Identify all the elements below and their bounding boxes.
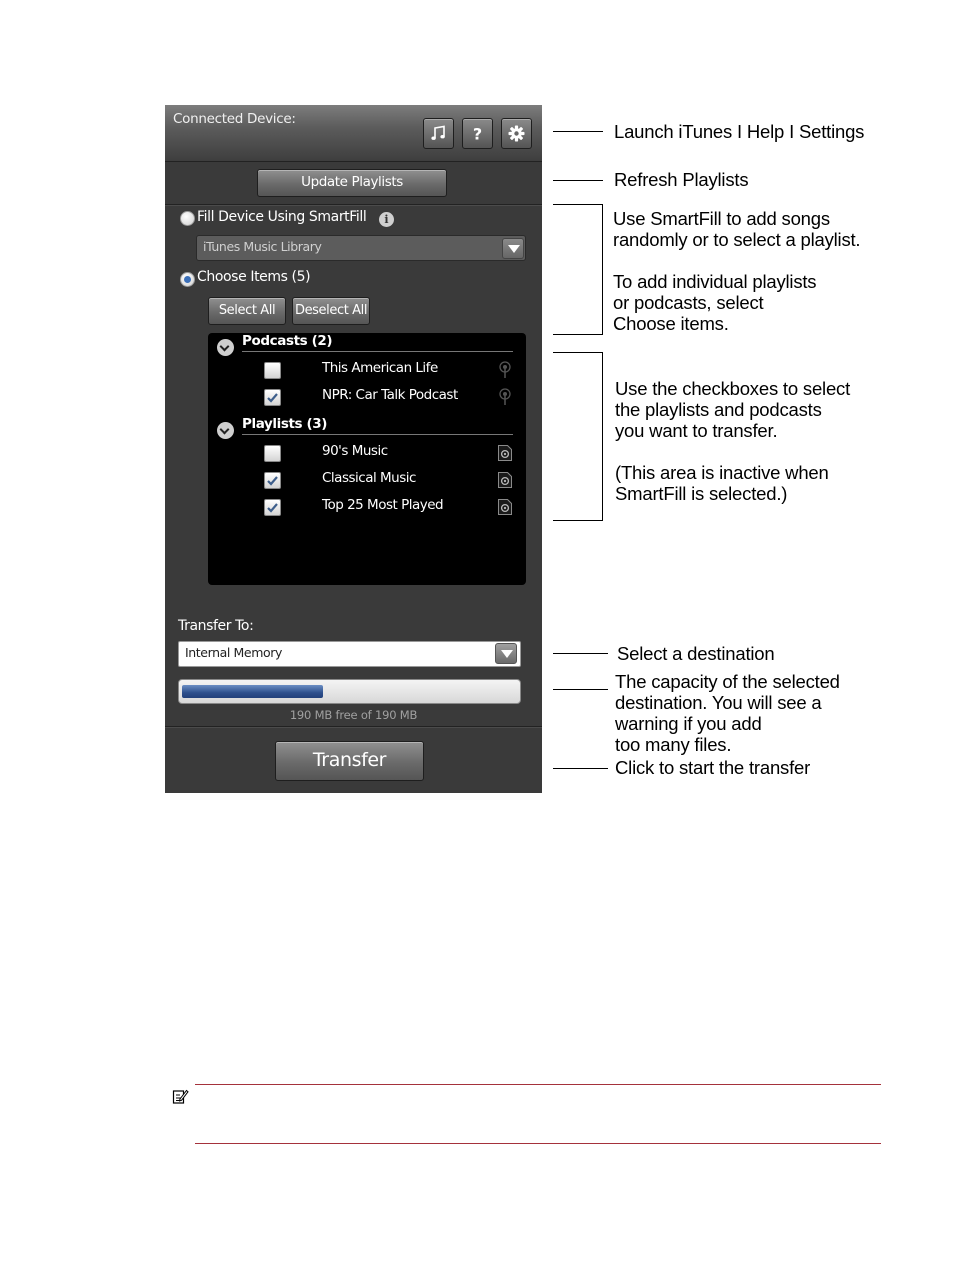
callout-leader	[553, 689, 608, 690]
note-top-rule	[195, 1084, 881, 1085]
launch-itunes-button[interactable]	[423, 118, 454, 149]
item-90s-music: 90's Music	[322, 443, 388, 459]
callout-bracket	[553, 334, 603, 335]
separator	[165, 204, 542, 206]
choose-items-label: Choose Items (5)	[197, 269, 311, 285]
playlist-file-icon	[497, 471, 513, 489]
playlist-file-icon	[497, 444, 513, 462]
transfer-button[interactable]: Transfer	[275, 741, 424, 781]
group-divider	[242, 351, 513, 352]
settings-button[interactable]	[501, 118, 532, 149]
checkbox-classical-music[interactable]	[264, 472, 281, 489]
note-bottom-rule	[195, 1143, 881, 1144]
checkbox-top-25-most-played[interactable]	[264, 499, 281, 516]
podcast-icon	[497, 361, 513, 379]
callout-bracket	[553, 204, 603, 205]
callout-start: Click to start the transfer	[615, 757, 811, 778]
device-sync-panel	[165, 105, 542, 793]
callout-destination: Select a destination	[617, 643, 775, 664]
group-divider	[242, 434, 513, 435]
svg-text:?: ?	[472, 125, 483, 142]
callout-checkboxes: Use the checkboxes to select the playlists and podcasts you want to transfer. (This area is inactive when SmartFill is selected.)	[615, 378, 851, 504]
callout-leader	[553, 131, 603, 132]
capacity-text: 190 MB free of 190 MB	[289, 708, 418, 722]
destination-value: Internal Memory	[185, 645, 282, 660]
playlist-file-icon	[497, 498, 513, 516]
item-this-american-life: This American Life	[322, 360, 438, 376]
item-classical-music: Classical Music	[322, 470, 416, 486]
podcast-icon	[497, 388, 513, 406]
callout-leader	[553, 180, 603, 181]
capacity-meter	[178, 679, 521, 704]
settings-gear-icon	[508, 125, 525, 142]
capacity-meter-fill	[182, 685, 323, 698]
callout-bracket	[602, 204, 603, 335]
info-icon[interactable]: i	[379, 212, 394, 227]
select-all-button[interactable]: Select All	[208, 297, 286, 325]
choose-items-radio[interactable]	[180, 272, 195, 287]
callout-refresh: Refresh Playlists	[614, 169, 749, 190]
callout-leader	[553, 768, 608, 769]
item-top-25-most-played: Top 25 Most Played	[322, 497, 444, 513]
callout-bracket	[602, 352, 603, 521]
help-button[interactable]	[462, 118, 493, 149]
group-header-podcasts: Podcasts (2)	[242, 333, 333, 349]
note-icon	[172, 1088, 189, 1105]
smartfill-label: Fill Device Using SmartFill	[197, 209, 367, 225]
connected-device-label: Connected Device:	[173, 111, 296, 127]
smartfill-source-select[interactable]	[196, 235, 526, 261]
callout-bracket	[553, 352, 603, 353]
checkbox-this-american-life[interactable]	[264, 362, 281, 379]
smartfill-radio[interactable]	[180, 211, 195, 226]
music-note-icon	[430, 125, 447, 142]
chevron-down-icon	[495, 643, 517, 664]
item-npr-car-talk: NPR: Car Talk Podcast	[322, 387, 458, 403]
panel-header	[165, 105, 542, 162]
separator	[165, 726, 542, 728]
collapse-playlists-icon[interactable]	[217, 422, 234, 439]
checkbox-90s-music[interactable]	[264, 445, 281, 462]
destination-select[interactable]	[178, 641, 521, 667]
chevron-down-icon	[502, 238, 524, 259]
smartfill-source-value: iTunes Music Library	[203, 239, 322, 254]
transfer-to-label: Transfer To:	[178, 618, 254, 634]
collapse-podcasts-icon[interactable]	[217, 339, 234, 356]
help-icon	[469, 125, 486, 142]
checkbox-npr-car-talk[interactable]	[264, 389, 281, 406]
items-list	[208, 333, 526, 585]
callout-capacity: The capacity of the selected destination. You will see a warning if you add too many files.	[615, 671, 840, 755]
callout-smartfill: Use SmartFill to add songs randomly or to select a playlist. To add individual playlists or podcasts, select Choose items.	[613, 208, 861, 334]
group-header-playlists: Playlists (3)	[242, 416, 328, 432]
deselect-all-button[interactable]: Deselect All	[292, 297, 370, 325]
callout-leader	[553, 653, 608, 654]
callout-launch: Launch iTunes I Help I Settings	[614, 121, 865, 142]
callout-bracket	[553, 520, 603, 521]
update-playlists-button[interactable]: Update Playlists	[257, 169, 447, 197]
